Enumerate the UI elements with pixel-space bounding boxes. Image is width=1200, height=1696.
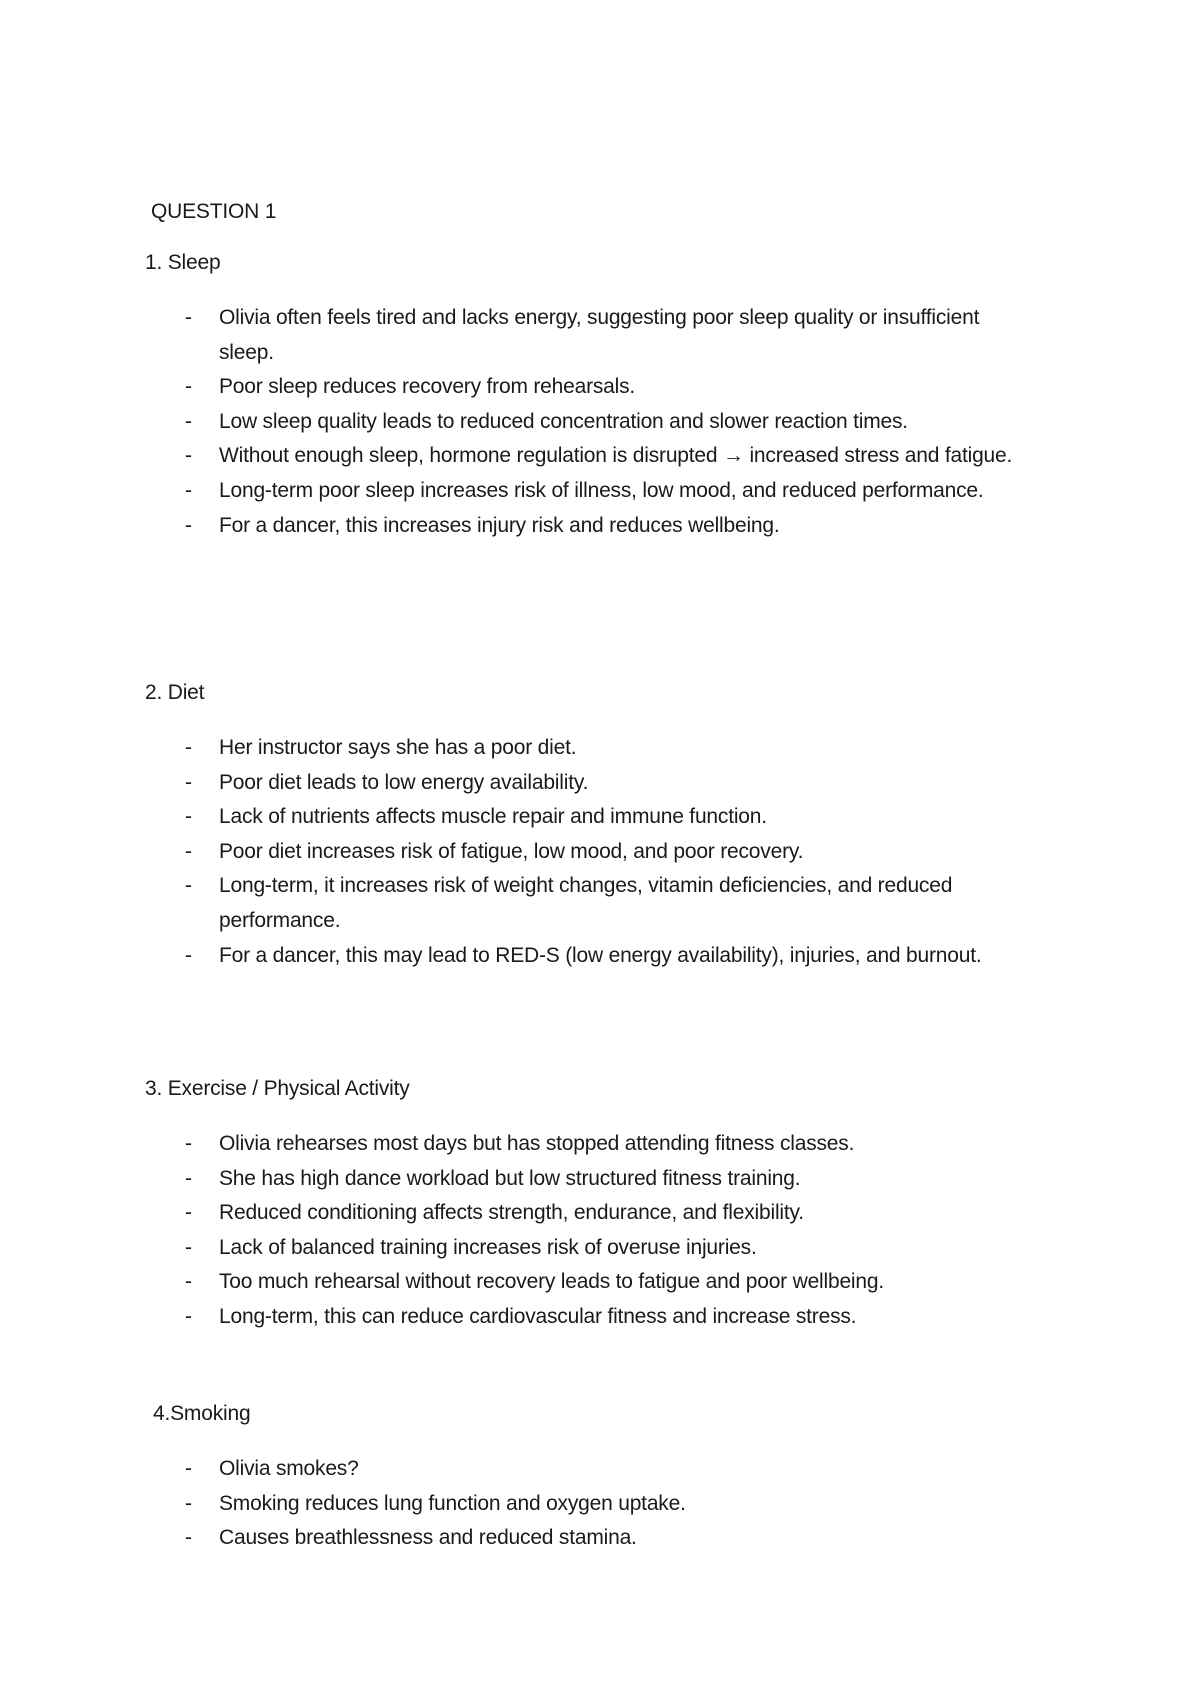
list-item	[145, 439, 1039, 474]
list-item-text: Olivia often feels tired and lacks energy, suggesting poor sleep quality or insufficient sleep.	[219, 306, 980, 364]
section-heading: 1. Sleep	[145, 251, 221, 274]
document-title: QUESTION 1	[151, 200, 277, 223]
list-item	[145, 800, 1039, 835]
section-heading: 2. Diet	[145, 681, 205, 704]
list-item	[153, 1452, 1039, 1487]
list-item	[145, 731, 1039, 766]
list-item-text: Lack of balanced training increases risk of overuse injuries.	[219, 1235, 757, 1259]
list-item-text: Causes breathlessness and reduced stamina.	[219, 1526, 637, 1550]
dash-marker: -	[185, 1491, 192, 1515]
dash-marker: -	[185, 1166, 192, 1190]
list-item-text: Low sleep quality leads to reduced concentration and slower reaction times.	[219, 409, 908, 433]
section-exercise	[145, 1075, 1065, 1335]
dash-marker: -	[185, 770, 192, 794]
dash-marker: -	[185, 839, 192, 863]
list-item-text: Poor diet leads to low energy availability.	[219, 770, 589, 794]
list-item-text: Olivia smokes?	[219, 1457, 359, 1480]
dash-marker: -	[185, 375, 192, 399]
list-item	[145, 1162, 1039, 1197]
dash-marker: -	[185, 1235, 192, 1259]
dash-marker: -	[185, 444, 192, 468]
dash-marker: -	[185, 1270, 192, 1294]
list-item	[145, 1231, 1039, 1266]
list-item-text: For a dancer, this increases injury risk and reduces wellbeing.	[219, 513, 780, 537]
dash-marker: -	[185, 874, 192, 898]
list-item-text: Long-term, this can reduce cardiovascular fitness and increase stress.	[219, 1304, 857, 1328]
section-diet	[145, 679, 1065, 973]
list-item	[145, 1127, 1039, 1162]
list-item	[145, 474, 1039, 509]
list-item	[145, 939, 1039, 974]
list-item-text: Reduced conditioning affects strength, endurance, and flexibility.	[219, 1201, 804, 1225]
bullet-list	[153, 1452, 1073, 1556]
list-item-text: Long-term poor sleep increases risk of illness, low mood, and reduced performance.	[219, 478, 984, 502]
bullet-list	[145, 1127, 1065, 1335]
dash-marker: -	[185, 1132, 192, 1155]
bullet-list	[145, 301, 1065, 543]
list-item-text: Without enough sleep, hormone regulation is disrupted → increased stress and fatigue.	[219, 444, 1013, 468]
dash-marker: -	[185, 1201, 192, 1225]
list-item-text: Poor diet increases risk of fatigue, low mood, and poor recovery.	[219, 839, 804, 863]
section-heading: 4.Smoking	[153, 1402, 251, 1425]
dash-marker: -	[185, 736, 192, 759]
list-item	[145, 1196, 1039, 1231]
list-item-text: Olivia rehearses most days but has stopped attending fitness classes.	[219, 1132, 855, 1155]
dash-marker: -	[185, 306, 192, 329]
list-item-text: For a dancer, this may lead to RED-S (low energy availability), injuries, and burnout.	[219, 943, 982, 967]
section-sleep	[145, 249, 1065, 543]
list-item	[145, 835, 1039, 870]
dash-marker: -	[185, 1526, 192, 1550]
dash-marker: -	[185, 478, 192, 502]
bullet-list	[145, 731, 1065, 973]
list-item-text: Her instructor says she has a poor diet.	[219, 736, 577, 759]
list-item	[153, 1521, 1039, 1556]
list-item	[145, 301, 1039, 370]
dash-marker: -	[185, 943, 192, 967]
list-item-text: Too much rehearsal without recovery leads to fatigue and poor wellbeing.	[219, 1270, 884, 1294]
list-item	[145, 370, 1039, 405]
list-item	[145, 509, 1039, 544]
list-item-text: She has high dance workload but low structured fitness training.	[219, 1166, 801, 1190]
list-item	[145, 1265, 1039, 1300]
dash-marker: -	[185, 1457, 192, 1480]
list-item	[145, 405, 1039, 440]
list-item-text: Lack of nutrients affects muscle repair and immune function.	[219, 805, 767, 829]
dash-marker: -	[185, 805, 192, 829]
list-item	[145, 1300, 1039, 1335]
section-heading: 3. Exercise / Physical Activity	[145, 1077, 410, 1100]
dash-marker: -	[185, 409, 192, 433]
list-item	[145, 869, 1039, 938]
dash-marker: -	[185, 513, 192, 537]
section-smoking	[153, 1400, 1073, 1556]
list-item	[153, 1487, 1039, 1522]
list-item-text: Poor sleep reduces recovery from rehearsals.	[219, 375, 636, 399]
list-item-text: Smoking reduces lung function and oxygen uptake.	[219, 1491, 686, 1515]
list-item	[145, 766, 1039, 801]
dash-marker: -	[185, 1304, 192, 1328]
list-item-text: Long-term, it increases risk of weight changes, vitamin deficiencies, and reduced performance.	[219, 874, 953, 932]
